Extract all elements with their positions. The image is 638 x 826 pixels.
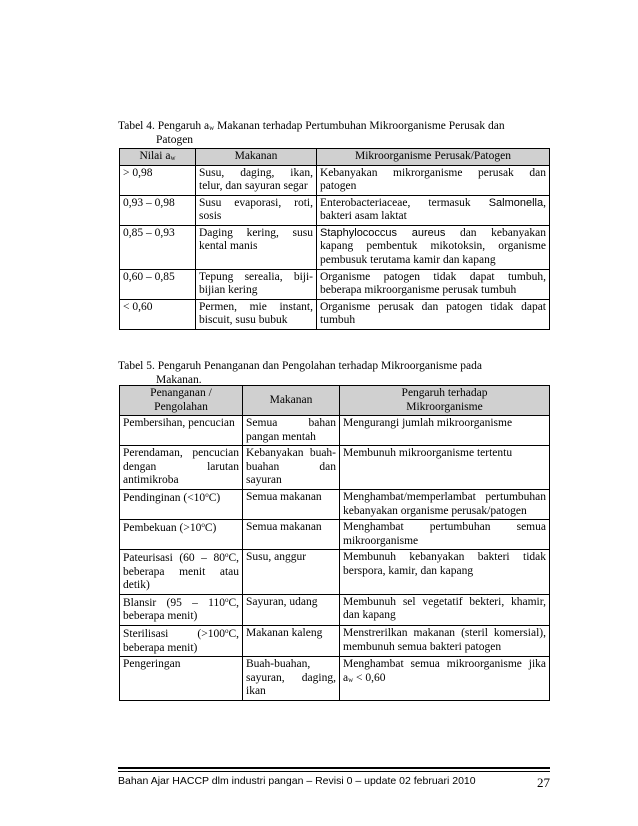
cell-food: Permen, mie instant, biscuit, susu bubuk <box>196 299 317 329</box>
table-row <box>120 489 550 519</box>
table-row <box>120 594 550 625</box>
table-row <box>120 657 550 701</box>
cell-food: Kebanyakan buah-buahan dan sayuran <box>243 446 340 490</box>
cell-effect: Menstrerilkan makanan (steril komersial), membunuh semua bakteri patogen <box>340 626 550 657</box>
cell-microbe: Organisme perusak dan patogen tidak dapat tumbuh <box>317 299 550 329</box>
cell-effect: Menghambat semua mikroorganisme jika aw < 0,60 <box>340 657 550 701</box>
cell-effect: Menghambat/memperlambat pertumbuhan kebanyakan organisme perusak/patogen <box>340 489 550 519</box>
header-treatment: Penanganan / Pengolahan <box>120 386 243 416</box>
cell-food: Semua bahan pangan mentah <box>243 416 340 446</box>
table-row <box>120 416 550 446</box>
table-row <box>120 269 550 299</box>
table-row <box>120 225 550 269</box>
table-row <box>120 165 550 195</box>
cell-treatment: Blansir (95 – 110$^o$C, beberapa menit) <box>120 594 243 625</box>
cell-effect: Mengurangi jumlah mikroorganisme <box>340 416 550 446</box>
cell-food: Daging kering, susu kental manis <box>196 225 317 269</box>
header-microbe: Mikroorganisme Perusak/Patogen <box>317 149 550 166</box>
cell-food: Sayuran, udang <box>243 594 340 625</box>
cell-food: Susu, daging, ikan, telur, dan sayuran segar <box>196 165 317 195</box>
header-food: Makanan <box>243 386 340 416</box>
table-header-row <box>120 386 550 416</box>
cell-food: Semua makanan <box>243 489 340 519</box>
cell-aw: 0,93 – 0,98 <box>120 195 196 225</box>
cell-aw: > 0,98 <box>120 165 196 195</box>
table-row <box>120 520 550 550</box>
cell-food: Susu, anggur <box>243 550 340 595</box>
cell-treatment: Perendaman, pencucian dengan larutan antimikroba <box>120 446 243 490</box>
table-row <box>120 195 550 225</box>
cell-effect: Membunuh sel vegetatif bekteri, khamir, dan kapang <box>340 594 550 625</box>
cell-food: Buah-buahan, sayuran, daging, ikan <box>243 657 340 701</box>
table-row <box>120 446 550 490</box>
cell-aw: 0,60 – 0,85 <box>120 269 196 299</box>
table5-caption: Tabel 5. Pengaruh Penanganan dan Pengolahan terhadap Mikroorganisme pada Makanan. <box>118 360 482 386</box>
cell-microbe: Organisme patogen tidak dapat tumbuh, beberapa mikroorganisme perusak tumbuh <box>317 269 550 299</box>
table4-caption: Tabel 4. Pengaruh aw Makanan terhadap Pertumbuhan Mikroorganisme Perusak dan Patogen <box>118 120 505 146</box>
cell-effect: Menghambat pertumbuhan semua mikroorganisme <box>340 520 550 550</box>
header-food: Makanan <box>196 149 317 166</box>
table-row <box>120 626 550 657</box>
cell-effect: Membunuh mikroorganisme tertentu <box>340 446 550 490</box>
cell-microbe: Enterobacteriaceae, termasuk Salmonella, bakteri asam laktat <box>317 195 550 225</box>
table5 <box>119 385 550 701</box>
footer-text: Bahan Ajar HACCP dlm industri pangan – Revisi 0 – update 02 februari 2010 <box>118 775 476 787</box>
cell-food: Semua makanan <box>243 520 340 550</box>
cell-treatment: Pengeringan <box>120 657 243 701</box>
cell-treatment: Pateurisasi (60 – 80$^o$C, beberapa menit atau detik) <box>120 550 243 595</box>
footer-divider <box>118 767 550 769</box>
cell-food: Tepung serealia, biji-bijian kering <box>196 269 317 299</box>
header-effect: Pengaruh terhadap Mikroorganisme <box>340 386 550 416</box>
cell-treatment: Pembersihan, pencucian <box>120 416 243 446</box>
page-number: 27 <box>537 775 550 790</box>
table-row <box>120 299 550 329</box>
cell-microbe: Kebanyakan mikrorganisme perusak dan patogen <box>317 165 550 195</box>
cell-aw: < 0,60 <box>120 299 196 329</box>
table-header-row <box>120 149 550 166</box>
footer-divider-thin <box>118 771 550 772</box>
cell-treatment: Pembekuan $(>10^oC)$ <box>120 520 243 550</box>
cell-food: Susu evaporasi, roti, sosis <box>196 195 317 225</box>
cell-effect: Membunuh kebanyakan bakteri tidak berspora, kamir, dan kapang <box>340 550 550 595</box>
table-row <box>120 550 550 595</box>
cell-aw: 0,85 – 0,93 <box>120 225 196 269</box>
cell-food: Makanan kaleng <box>243 626 340 657</box>
cell-microbe: Staphylococcus aureus dan kebanyakan kapang pembentuk mikotoksin, organisme pembusuk terutama kamir dan kapang <box>317 225 550 269</box>
cell-treatment: Pendinginan $(<10^oC)$ <box>120 489 243 519</box>
cell-treatment: Sterilisasi ($>100^oC$, beberapa menit) <box>120 626 243 657</box>
header-aw: Nilai aw <box>120 149 196 166</box>
table4 <box>119 148 550 330</box>
